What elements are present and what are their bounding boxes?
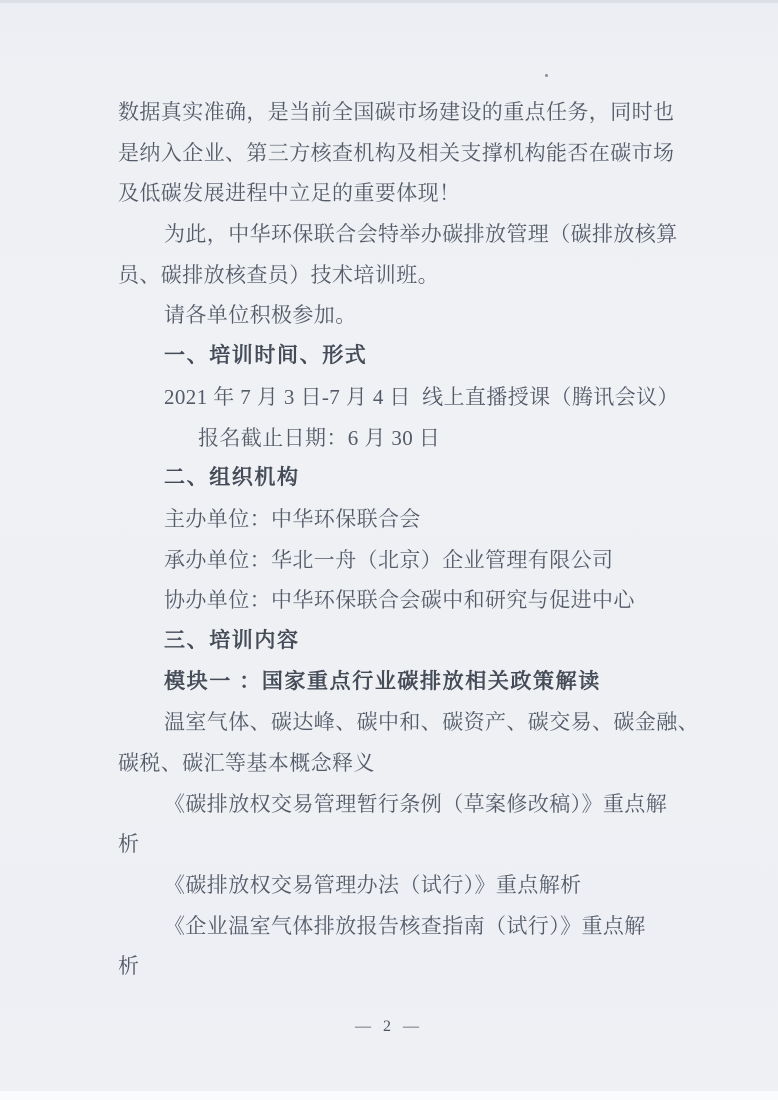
document-line: 请各单位积极参加。 — [164, 303, 357, 328]
document-line: 析 — [118, 954, 140, 979]
document-line: 员、碳排放核查员）技术培训班。 — [118, 262, 439, 287]
scan-bottom-edge — [0, 1091, 778, 1100]
document-line: 析 — [118, 832, 140, 857]
document-body — [118, 92, 699, 987]
scan-top-edge — [0, 0, 778, 3]
document-line: 《企业温室气体排放报告核查指南（试行）》重点解 — [164, 913, 646, 938]
document-line: 2021 年 7 月 3 日-7 月 4 日 线上直播授课（腾讯会议） — [164, 384, 679, 409]
scan-speck — [545, 74, 548, 77]
heading-line: 三、培训内容 — [164, 628, 300, 652]
document-line: 报名截止日期：6 月 30 日 — [198, 425, 441, 450]
document-line: 协办单位：中华环保联合会碳中和研究与促进中心 — [164, 588, 635, 613]
document-line: 数据真实准确，是当前全国碳市场建设的重点任务，同时也 — [118, 100, 675, 124]
document-line: 碳税、碳汇等基本概念释义 — [118, 751, 375, 775]
document-line: 及低碳发展进程中立足的重要体现！ — [118, 181, 461, 206]
document-line: 主办单位：中华环保联合会 — [164, 506, 421, 531]
page-number: — 2 — — [355, 1018, 423, 1035]
document-line: 为此，中华环保联合会特举办碳排放管理（碳排放核算 — [164, 222, 678, 247]
heading-line: 一、培训时间、形式 — [164, 344, 368, 368]
heading-line: 二、组织机构 — [164, 466, 300, 490]
heading-line: 模块一 ：国家重点行业碳排放相关政策解读 — [164, 669, 601, 693]
document-line: 《碳排放权交易管理暂行条例（草案修改稿）》重点解 — [164, 791, 668, 816]
document-line: 是纳入企业、第三方核查机构及相关支撑机构能否在碳市场 — [118, 140, 675, 165]
document-line: 《碳排放权交易管理办法（试行）》重点解析 — [164, 873, 582, 898]
document-line: 承办单位：华北一舟（北京）企业管理有限公司 — [164, 547, 614, 572]
document-line: 温室气体、碳达峰、碳中和、碳资产、碳交易、碳金融、 — [164, 710, 699, 735]
